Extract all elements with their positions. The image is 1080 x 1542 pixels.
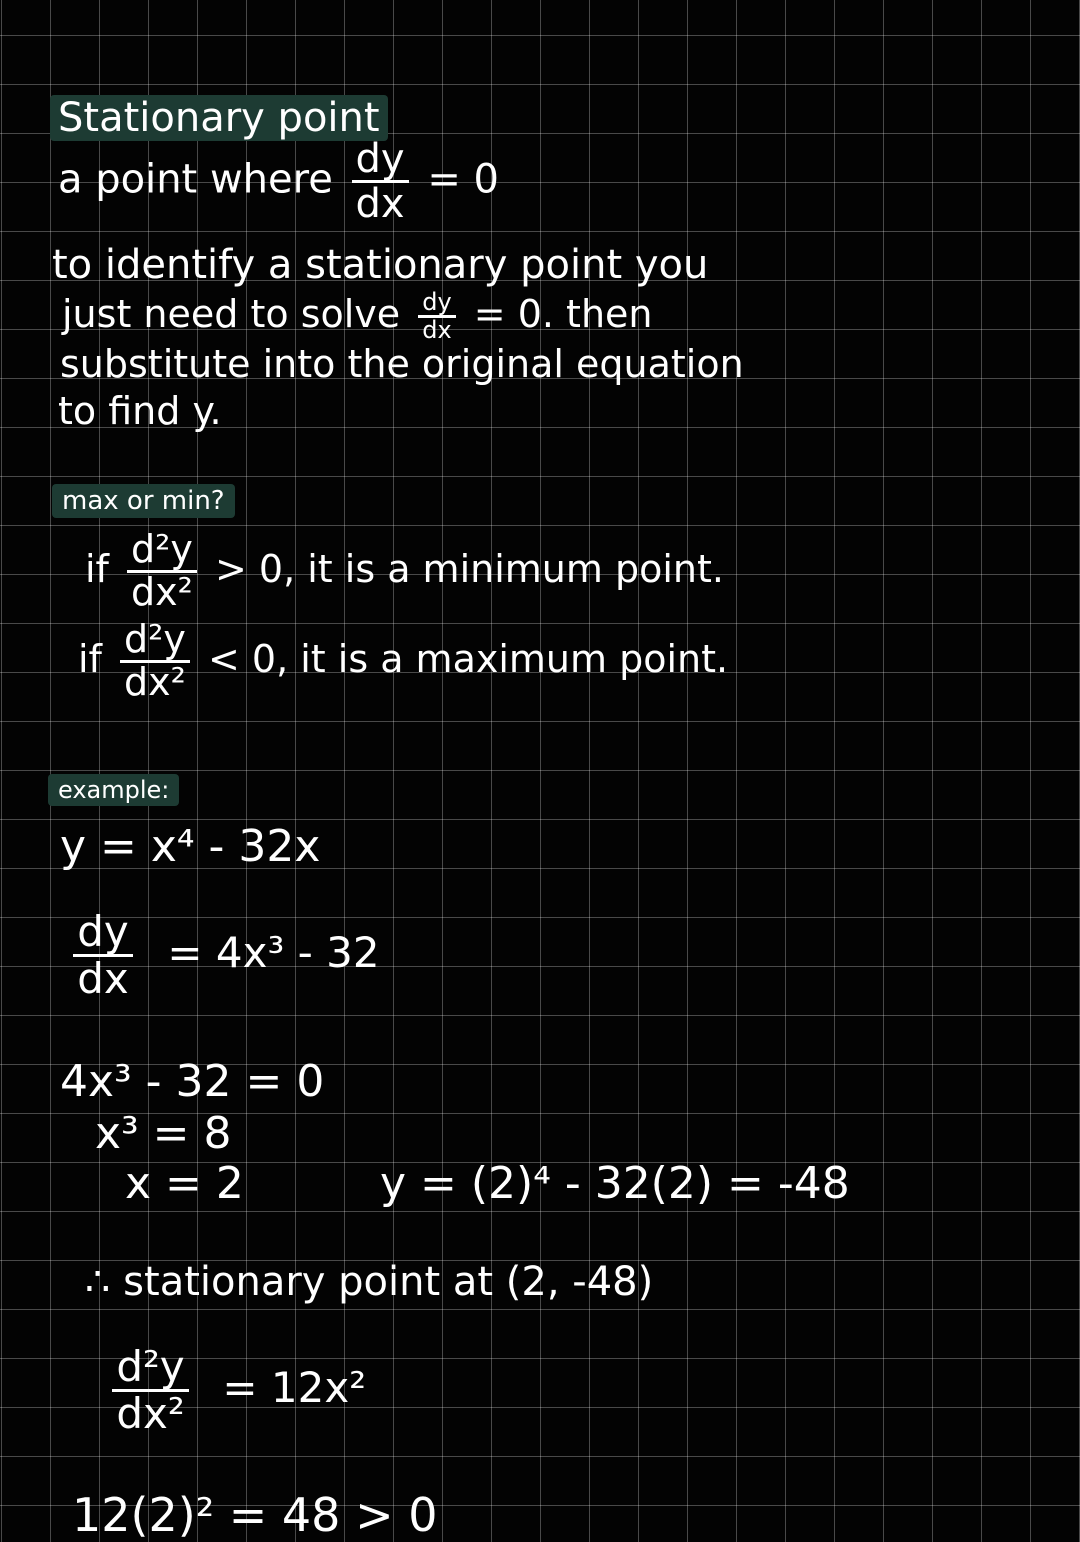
min-rule: if $\frac{\text{d²y}}{\text{dx²}}$ > 0, it is a minimum point.	[85, 527, 724, 614]
example-heading: example:	[48, 778, 179, 802]
example-equation: y = x⁴ - 32x	[60, 821, 321, 872]
step-2: x³ = 8	[95, 1108, 232, 1159]
method-line-4: to find y.	[58, 389, 222, 433]
first-derivative: $\frac{dy}{dx}$ = 4x³ - 32	[52, 910, 380, 1001]
conclusion: ∴ stationary point at (2, -48)	[85, 1259, 654, 1305]
method-line-3: substitute into the original equation	[60, 342, 744, 386]
maxmin-heading: max or min?	[52, 488, 235, 514]
step-1: 4x³ - 32 = 0	[60, 1056, 325, 1107]
max-rule: if $\frac{\text{d²y}}{\text{dx²}}$ < 0, it is a maximum point.	[78, 617, 729, 704]
fraction: $\frac{dy}{dx}$	[352, 138, 409, 225]
step-y-value: y = (2)⁴ - 32(2) = -48	[380, 1158, 850, 1209]
definition: a point where $\frac{dy}{dx}$ = 0	[58, 136, 499, 227]
second-derivative: $\frac{\text{d²y}}{\text{dx²}}$ = 12x²	[92, 1345, 366, 1436]
final-check: 12(2)² = 48 > 0	[72, 1488, 438, 1542]
method-line-2: just need to solve $\frac{dy}{dx}$ = 0. then	[62, 288, 653, 345]
method-line-1: to identify a stationary point you	[52, 242, 709, 288]
step-3: x = 2	[125, 1158, 244, 1209]
page-title: Stationary point	[50, 98, 388, 138]
